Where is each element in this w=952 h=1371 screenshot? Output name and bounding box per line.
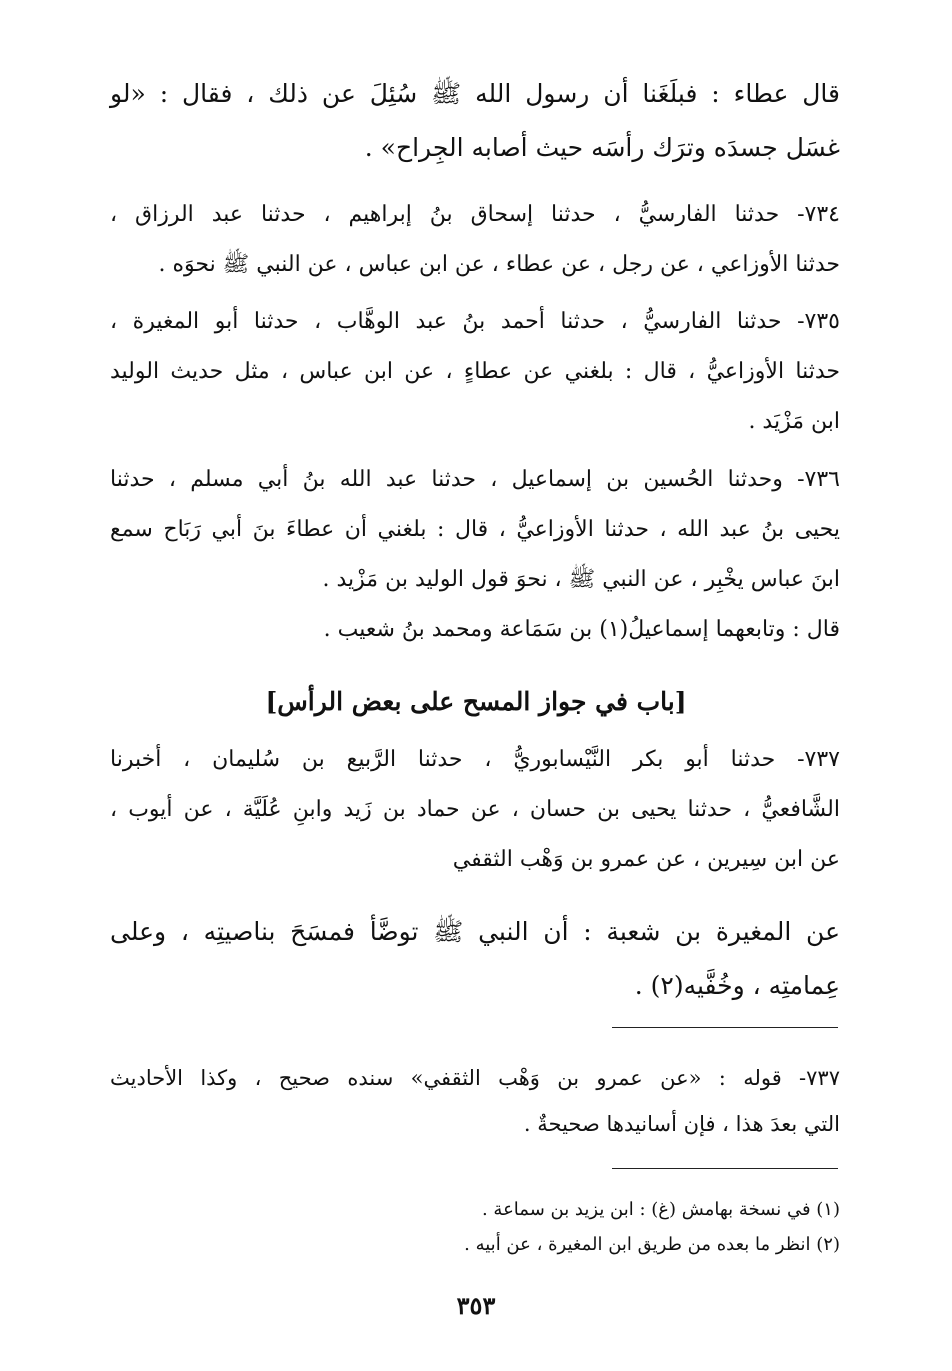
text-line: عِمامتِه ، وخُفَّيه(٢) . bbox=[634, 971, 840, 1000]
section-heading: [باب في جواز المسح على بعض الرأس] bbox=[265, 687, 687, 716]
hadith-735 bbox=[110, 297, 840, 447]
text-line: ابن مَزْيَد . bbox=[748, 409, 840, 434]
text-line: ابنَ عباس يخْبِر ، عن النبي ﷺ ، نحوَ قول الوليد بن مَزْيد . bbox=[322, 567, 840, 592]
text-line: يحيى بنُ عبد الله ، حدثنا الأوزاعيُّ ، قال : بلغني أن عطاءَ بنَ أبي رَبَاح سمع bbox=[110, 517, 840, 542]
commentary-divider bbox=[612, 1027, 838, 1028]
text-line: عن المغيرة بن شعبة : أن النبي ﷺ توضَّأ فمسَحَ بناصيتِه ، وعلى bbox=[110, 917, 840, 946]
hadith-736 bbox=[110, 455, 840, 655]
hadith-737-matn bbox=[110, 905, 840, 1013]
footnote-divider bbox=[612, 1168, 838, 1169]
text-line: ٧٣٧- حدثنا أبو بكر النَّيْسابوريُّ ، حدثنا الرَّبيع بن سُليمان ، أخبرنا bbox=[110, 747, 840, 772]
footnote-2: (٢) انظر ما بعده من طريق ابن المغيرة ، عن أبيه . bbox=[464, 1234, 840, 1255]
page-number: ٣٥٣ bbox=[456, 1291, 496, 1320]
text-line: ٧٣٥- حدثنا الفارسيُّ ، حدثنا أحمد بنُ عبد الوهَّاب ، حدثنا أبو المغيرة ، bbox=[110, 309, 840, 334]
text-line: عن ابن سِيرين ، عن عمرو بن وَهْب الثقفي bbox=[452, 847, 840, 872]
text-line: حدثنا الأوزاعيُّ ، قال : بلغني عن عطاءٍ ، عن ابن عباس ، مثل حديث الوليد bbox=[110, 359, 840, 384]
text-line: قال عطاء : فبلَغَنا أن رسول الله ﷺ سُئِلَ عن ذلك ، فقال : «لو bbox=[110, 79, 840, 108]
text-line: ٧٣٦- وحدثنا الحُسين بن إسماعيل ، حدثنا عبد الله بنُ أبي مسلم ، حدثنا bbox=[110, 467, 840, 492]
text-line: التي بعدَ هذا ، فإن أسانيدها صحيحةٌ . bbox=[523, 1112, 840, 1136]
hadith-734 bbox=[110, 190, 840, 290]
text-line: حدثنا الأوزاعي ، عن رجل ، عن عطاء ، عن ابن عباس ، عن النبي ﷺ نحوَه . bbox=[158, 252, 840, 277]
commentary-737 bbox=[110, 1055, 840, 1147]
text-line: ٧٣٧- قوله : «عن عمرو بن وَهْب الثقفي» سنده صحيح ، وكذا الأحاديث bbox=[110, 1066, 840, 1090]
text-line: ٧٣٤- حدثنا الفارسيُّ ، حدثنا إسحاق بنُ إبراهيم ، حدثنا عبد الرزاق ، bbox=[110, 202, 840, 227]
footnotes bbox=[110, 1192, 840, 1262]
text-line: قال : وتابعهما إسماعيلُ(١) بن سَمَاعة ومحمد بنُ شعيب . bbox=[323, 617, 840, 642]
paragraph-ata-statement bbox=[110, 67, 840, 175]
text-line: غسَل جسدَه وترَك رأسَه حيث أصابه الجِراح» . bbox=[364, 133, 840, 162]
footnote-1: (١) في نسخة بهامش (غ) : ابن يزيد بن سماعة . bbox=[481, 1199, 840, 1220]
text-line: الشَّافعيُّ ، حدثنا يحيى بن حسان ، عن حماد بن زَيد وابنِ عُلَيَّة ، عن أيوب ، bbox=[110, 797, 840, 822]
hadith-737-isnad bbox=[110, 735, 840, 885]
